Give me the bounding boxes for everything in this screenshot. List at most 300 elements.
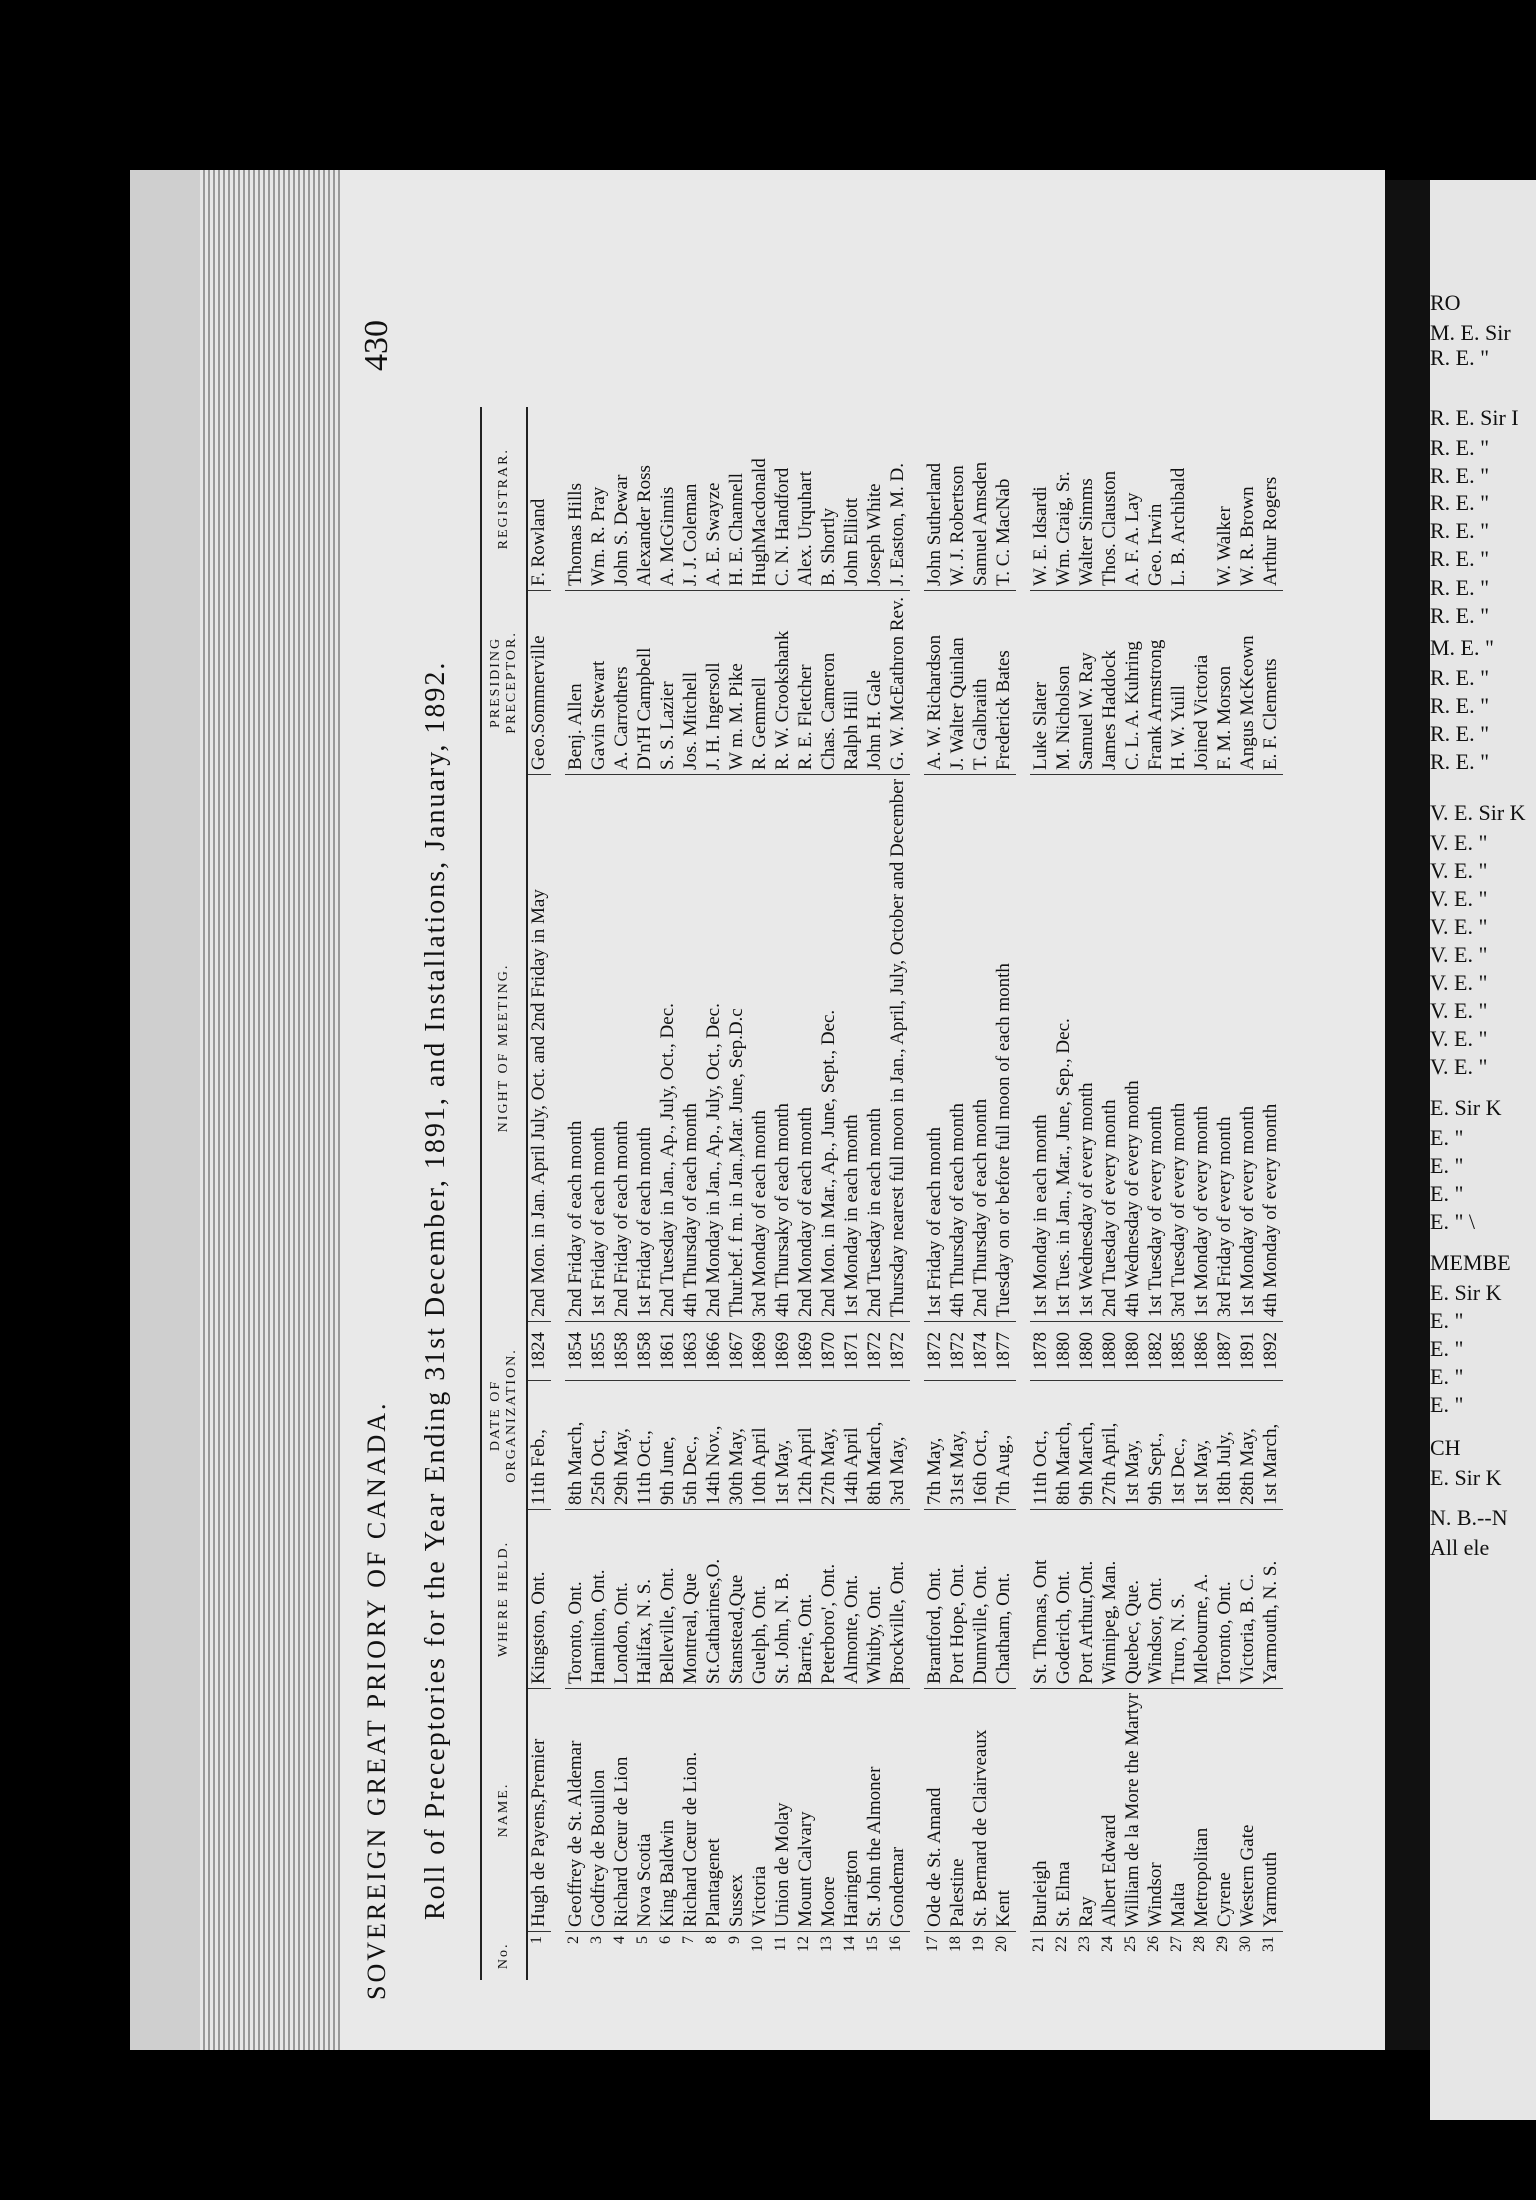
cell-where: Victoria, B. C.	[1237, 1509, 1260, 1688]
cell-where: Toronto, Ont.	[565, 1509, 588, 1688]
col-night: NIGHT OF MEETING.	[481, 774, 527, 1321]
cell-year: 1878	[1030, 1321, 1053, 1380]
facing-page-line: M. E. Sir	[1430, 320, 1511, 345]
cell-registrar: Wm. Craig, Sr.	[1053, 407, 1076, 591]
cell-date: 10th April	[749, 1380, 772, 1509]
spacer-cell	[1016, 1932, 1030, 1981]
spacer-cell	[910, 1509, 924, 1688]
cell-registrar: Alexander Ross	[634, 407, 657, 591]
table-row	[588, 407, 611, 1980]
cell-year: 1880	[1076, 1321, 1099, 1380]
cell-name: Windsor	[1145, 1688, 1168, 1931]
cell-where: Quebec, Que.	[1122, 1509, 1145, 1688]
cell-presiding: E. F. Clements	[1260, 590, 1283, 774]
cell-presiding: Benj. Allen	[565, 590, 588, 774]
table-row	[1237, 407, 1260, 1980]
cell-no: 24	[1099, 1936, 1116, 1952]
cell-night: 3rd Tuesday of every month	[1168, 774, 1191, 1321]
cell-where: St.Catharines,O.	[703, 1509, 726, 1688]
cell-year: 1872	[924, 1321, 947, 1380]
cell-date: 29th May,	[611, 1380, 634, 1509]
page-number: 430	[358, 320, 395, 371]
cell-registrar: C. N. Handford	[772, 407, 795, 591]
col-presiding: PRESIDING PRECEPTOR.	[481, 590, 527, 774]
table-row	[818, 407, 841, 1980]
spacer-cell	[551, 1380, 565, 1509]
spacer-cell	[910, 1688, 924, 1931]
cell-registrar: Joseph White	[864, 407, 887, 591]
cell-year: 1869	[749, 1321, 772, 1380]
spacer-cell	[910, 1380, 924, 1509]
cell-date: 5th Dec.,	[680, 1380, 703, 1509]
cell-no: 2	[565, 1936, 582, 1944]
cell-presiding: R. E. Fletcher	[795, 590, 818, 774]
spacer-cell	[910, 1932, 924, 1981]
cell-year: 1870	[818, 1321, 841, 1380]
facing-page-line: E. "	[1430, 1364, 1464, 1389]
cell-year: 1880	[1099, 1321, 1122, 1380]
cell-date: 14th Nov.,	[703, 1380, 726, 1509]
cell-name: Union de Molay	[772, 1688, 795, 1931]
cell-registrar: Walter Simms	[1076, 407, 1099, 591]
cell-presiding: James Haddock	[1099, 590, 1122, 774]
cell-name: Albert Edward	[1099, 1688, 1122, 1931]
cell-year: 1874	[970, 1321, 993, 1380]
col-name: NAME.	[481, 1688, 527, 1931]
cell-night: 4th Thursaky of each month	[772, 774, 795, 1321]
cell-registrar: W. E. Idsardi	[1030, 407, 1053, 591]
facing-page-line: MEMBE	[1430, 1250, 1511, 1275]
cell-name: Ode de St. Amand	[924, 1688, 947, 1931]
cell-name: Sussex	[726, 1688, 749, 1931]
cell-presiding: A. W. Richardson	[924, 590, 947, 774]
cell-presiding: J. Walter Quinlan	[947, 590, 970, 774]
cell-night: 4th Monday of every month	[1260, 774, 1283, 1321]
cell-presiding: R. Gemmell	[749, 590, 772, 774]
cell-date: 8th March,	[565, 1380, 588, 1509]
cell-where: Whitby, Ont.	[864, 1509, 887, 1688]
cell-no: 12	[795, 1936, 812, 1952]
table-row	[947, 407, 970, 1980]
cell-name: Moore	[818, 1688, 841, 1931]
cell-year: 1891	[1237, 1321, 1260, 1380]
cell-registrar: F. Rowland	[527, 407, 551, 591]
cell-where: Brantford, Ont.	[924, 1509, 947, 1688]
cell-where: Halifax, N. S.	[634, 1509, 657, 1688]
cell-presiding: G. W. McEathron Rev.	[887, 590, 910, 774]
facing-page-line: E. " \	[1430, 1209, 1476, 1234]
cell-registrar: L. B. Archibald	[1168, 407, 1191, 591]
cell-presiding: F. M. Morson	[1214, 590, 1237, 774]
cell-no: 23	[1076, 1936, 1093, 1952]
cell-where: Port Arthur,Ont.	[1076, 1509, 1099, 1688]
cell-night: 2nd Friday of each month	[565, 774, 588, 1321]
spacer-cell	[910, 1321, 924, 1380]
table-title: Roll of Preceptories for the Year Ending 31st December, 1891, and Installations, January, 1892.	[420, 660, 451, 1920]
cell-no: 26	[1145, 1936, 1162, 1952]
cell-presiding: Chas. Cameron	[818, 590, 841, 774]
col-date: DATE OF ORGANIZATION.	[481, 1321, 527, 1509]
cell-night: 3rd Monday of each month	[749, 774, 772, 1321]
cell-night: 2nd Tuesday in Jan., Ap., July, Oct., Dec.	[657, 774, 680, 1321]
cell-name: St. John the Almoner	[864, 1688, 887, 1931]
cell-presiding: S. S. Lazier	[657, 590, 680, 774]
cell-where: Belleville, Ont.	[657, 1509, 680, 1688]
cell-date: 11th Oct.,	[634, 1380, 657, 1509]
facing-page-line: RO	[1430, 290, 1461, 315]
rotated-page-content	[340, 280, 1281, 2040]
cell-where: Guelph, Ont.	[749, 1509, 772, 1688]
cell-presiding: H. W. Yuill	[1168, 590, 1191, 774]
cell-registrar: A. E. Swayze	[703, 407, 726, 591]
facing-page-line: V. E. "	[1430, 1054, 1488, 1079]
cell-date: 7th May,	[924, 1380, 947, 1509]
facing-page-line: V. E. "	[1430, 830, 1488, 855]
cell-year: 1869	[772, 1321, 795, 1380]
cell-presiding: M. Nicholson	[1053, 590, 1076, 774]
cell-no: 28	[1191, 1936, 1208, 1952]
table-row	[795, 407, 818, 1980]
facing-page-line: R. E. "	[1430, 749, 1490, 774]
facing-page-line: E. "	[1430, 1308, 1464, 1333]
facing-page-line: V. E. Sir K	[1430, 800, 1526, 825]
cell-no: 7	[680, 1936, 697, 1944]
facing-page-line: R. E. "	[1430, 435, 1490, 460]
cell-registrar: J. J. Coleman	[680, 407, 703, 591]
table-row	[1168, 407, 1191, 1980]
cell-night: 1st Wednesday of every month	[1076, 774, 1099, 1321]
cell-no: 11	[772, 1936, 789, 1952]
cell-name: Burleigh	[1030, 1688, 1053, 1931]
cell-registrar: A. McGinnis	[657, 407, 680, 591]
cell-year: 1869	[795, 1321, 818, 1380]
cell-year: 1872	[947, 1321, 970, 1380]
cell-where: Brockville, Ont.	[887, 1509, 910, 1688]
cell-name: Geoffrey de St. Aldemar	[565, 1688, 588, 1931]
cell-where: Dunnville, Ont.	[970, 1509, 993, 1688]
cell-year: 1892	[1260, 1321, 1283, 1380]
cell-registrar: Arthur Rogers	[1260, 407, 1283, 591]
cell-year: 1858	[634, 1321, 657, 1380]
table-row	[1191, 407, 1214, 1980]
facing-page-line: E. Sir K	[1430, 1280, 1502, 1305]
cell-registrar: HughMacdonald	[749, 407, 772, 591]
spacer-cell	[910, 407, 924, 591]
facing-page-line: R. E. "	[1430, 665, 1490, 690]
cell-where: St. John, N. B.	[772, 1509, 795, 1688]
cell-night: 4th Wednesday of every month	[1122, 774, 1145, 1321]
cell-no: 22	[1053, 1936, 1070, 1952]
col-where: WHERE HELD.	[481, 1509, 527, 1688]
spacer-cell	[910, 590, 924, 774]
cell-registrar: Wm. R. Pray	[588, 407, 611, 591]
cell-date: 1st March,	[1260, 1380, 1283, 1509]
facing-page-line: R. E. "	[1430, 575, 1490, 600]
cell-presiding: C. L. A. Kuhring	[1122, 590, 1145, 774]
cell-year: 1882	[1145, 1321, 1168, 1380]
cell-night: Thursday nearest full moon in Jan., April, July, October and December	[887, 774, 910, 1321]
table-row	[887, 407, 910, 1980]
cell-where: Port Hope, Ont.	[947, 1509, 970, 1688]
cell-presiding: John H. Gale	[864, 590, 887, 774]
cell-night: 2nd Tuesday of every month	[1099, 774, 1122, 1321]
cell-presiding: D'n'H Campbell	[634, 590, 657, 774]
cell-date: 1st May,	[1191, 1380, 1214, 1509]
table-row	[772, 407, 795, 1980]
cell-night: 1st Monday in each month	[841, 774, 864, 1321]
table-row	[634, 407, 657, 1980]
spacer-cell	[1016, 590, 1030, 774]
cell-no: 16	[887, 1936, 904, 1952]
table-row	[726, 407, 749, 1980]
cell-no: 29	[1214, 1936, 1231, 1952]
cell-where: Truro, N. S.	[1168, 1509, 1191, 1688]
facing-page-text	[1430, 180, 1536, 2120]
cell-date: 27th May,	[818, 1380, 841, 1509]
cell-presiding: T. Galbraith	[970, 590, 993, 774]
cell-date: 8th March,	[864, 1380, 887, 1509]
cell-no: 8	[703, 1936, 720, 1944]
cell-date: 31st May,	[947, 1380, 970, 1509]
facing-page-line: E. "	[1430, 1181, 1464, 1206]
cell-where: Hamilton, Ont.	[588, 1509, 611, 1688]
cell-date: 1st Dec.,	[1168, 1380, 1191, 1509]
cell-year: 1824	[527, 1321, 551, 1380]
cell-year: 1866	[703, 1321, 726, 1380]
cell-presiding: Ralph Hill	[841, 590, 864, 774]
table-row	[565, 407, 588, 1980]
cell-night: 4th Thursday of each month	[947, 774, 970, 1321]
cell-presiding: Frederick Bates	[993, 590, 1016, 774]
cell-name: Plantagenet	[703, 1688, 726, 1931]
cell-registrar: T. C. MacNab	[993, 407, 1016, 591]
cell-date: 27th April,	[1099, 1380, 1122, 1509]
cell-date: 25th Oct.,	[588, 1380, 611, 1509]
cell-name: Malta	[1168, 1688, 1191, 1931]
cell-year: 1861	[657, 1321, 680, 1380]
cell-where: Toronto, Ont.	[1214, 1509, 1237, 1688]
cell-date: 28th May,	[1237, 1380, 1260, 1509]
table-row	[864, 407, 887, 1980]
cell-no: 1	[528, 1936, 545, 1944]
cell-name: Gondemar	[887, 1688, 910, 1931]
cell-name: Metropolitan	[1191, 1688, 1214, 1931]
facing-page-line: R. E. Sir I	[1430, 405, 1519, 430]
cell-registrar: Thomas Hills	[565, 407, 588, 591]
cell-where: Stanstead,Que	[726, 1509, 749, 1688]
cell-presiding: W m. M. Pike	[726, 590, 749, 774]
cell-year: 1887	[1214, 1321, 1237, 1380]
cell-name: Kent	[993, 1688, 1016, 1931]
cell-presiding: Geo.Sommerville	[527, 590, 551, 774]
spacer-cell	[551, 590, 565, 774]
cell-name: Yarmouth	[1260, 1688, 1283, 1931]
facing-page-line: V. E. "	[1430, 998, 1488, 1023]
cell-night: 1st Friday of each month	[634, 774, 657, 1321]
table-body	[527, 407, 1283, 1980]
row-spacer	[1016, 407, 1030, 1980]
cell-no: 27	[1168, 1936, 1185, 1952]
facing-page-line: V. E. "	[1430, 914, 1488, 939]
cell-no: 17	[924, 1936, 941, 1952]
cell-no: 9	[726, 1936, 743, 1944]
cell-presiding: Angus McKeown	[1237, 590, 1260, 774]
cell-presiding: Samuel W. Ray	[1076, 590, 1099, 774]
table-row	[1122, 407, 1145, 1980]
page-header	[340, 280, 400, 2040]
cell-night: 1st Friday of each month	[588, 774, 611, 1321]
cell-no: 5	[634, 1936, 651, 1944]
cell-where: Kingston, Ont.	[527, 1509, 551, 1688]
cell-where: Yarmouth, N. S.	[1260, 1509, 1283, 1688]
cell-date: 8th March,	[1053, 1380, 1076, 1509]
table-row	[680, 407, 703, 1980]
cell-name: Victoria	[749, 1688, 772, 1931]
cell-where: Barrie, Ont.	[795, 1509, 818, 1688]
facing-page-line: E. "	[1430, 1336, 1464, 1361]
book-gutter	[1385, 180, 1430, 2050]
facing-page-line: E. Sir K	[1430, 1465, 1502, 1490]
cell-date: 9th March,	[1076, 1380, 1099, 1509]
cell-presiding: Luke Slater	[1030, 590, 1053, 774]
cell-year: 1855	[588, 1321, 611, 1380]
facing-page-line: R. E. "	[1430, 603, 1490, 628]
facing-page-line: M. E. "	[1430, 635, 1494, 660]
cell-year: 1854	[565, 1321, 588, 1380]
cell-presiding: Frank Armstrong	[1145, 590, 1168, 774]
table-row	[657, 407, 680, 1980]
cell-date: 7th Aug.,	[993, 1380, 1016, 1509]
cell-night: Thur.bef. f m. in Jan.,Mar. June, Sep.D.c	[726, 774, 749, 1321]
cell-presiding: Gavin Stewart	[588, 590, 611, 774]
cell-name: Cyrene	[1214, 1688, 1237, 1931]
cell-night: 1st Monday in each month	[1030, 774, 1053, 1321]
cell-registrar: W. J. Robertson	[947, 407, 970, 591]
cell-night: 2nd Mon. in Jan. April July, Oct. and 2nd Friday in May	[527, 774, 551, 1321]
cell-night: 4th Thursday of each month	[680, 774, 703, 1321]
facing-page-line: R. E. "	[1430, 490, 1490, 515]
facing-page	[1430, 180, 1536, 2120]
cell-registrar: Thos. Clauston	[1099, 407, 1122, 591]
facing-page-line: V. E. "	[1430, 1026, 1488, 1051]
spacer-cell	[551, 774, 565, 1321]
cell-date: 11th Feb.,	[527, 1380, 551, 1509]
cell-no: 13	[818, 1936, 835, 1952]
cell-registrar: Alex. Urquhart	[795, 407, 818, 591]
cell-year: 1863	[680, 1321, 703, 1380]
facing-page-line: E. "	[1430, 1125, 1464, 1150]
cell-night: 1st Friday of each month	[924, 774, 947, 1321]
cell-night: Tuesday on or before full moon of each month	[993, 774, 1016, 1321]
cell-name: Harington	[841, 1688, 864, 1931]
cell-name: Mount Calvary	[795, 1688, 818, 1931]
table-header-row	[481, 407, 527, 1980]
facing-page-line: R. E. "	[1430, 345, 1490, 370]
facing-page-line: CH	[1430, 1435, 1461, 1460]
cell-year: 1872	[887, 1321, 910, 1380]
cell-presiding: Joined Victoria	[1191, 590, 1214, 774]
cell-night: 2nd Thursday of each month	[970, 774, 993, 1321]
cell-name: Ray	[1076, 1688, 1099, 1931]
cell-night: 1st Monday of every month	[1191, 774, 1214, 1321]
cell-registrar: John S. Dewar	[611, 407, 634, 591]
cell-year: 1872	[864, 1321, 887, 1380]
cell-year: 1885	[1168, 1321, 1191, 1380]
cell-name: Hugh de Payens,Premier	[527, 1688, 551, 1931]
cell-presiding: J. H. Ingersoll	[703, 590, 726, 774]
cell-date: 30th May,	[726, 1380, 749, 1509]
cell-night: 2nd Monday of each month	[795, 774, 818, 1321]
cell-where: Almonte, Ont.	[841, 1509, 864, 1688]
cell-presiding: Jos. Mitchell	[680, 590, 703, 774]
cell-date: 14th April	[841, 1380, 864, 1509]
spacer-cell	[1016, 407, 1030, 591]
cell-date: 11th Oct.,	[1030, 1380, 1053, 1509]
table-row	[1214, 407, 1237, 1980]
cell-date: 18th July,	[1214, 1380, 1237, 1509]
cell-presiding: R. W. Crookshank	[772, 590, 795, 774]
facing-page-line: N. B.--N	[1430, 1505, 1508, 1530]
cell-year: 1880	[1122, 1321, 1145, 1380]
table-row	[993, 407, 1016, 1980]
table-row	[1053, 407, 1076, 1980]
page-edges	[200, 170, 340, 2050]
cell-no: 10	[749, 1936, 766, 1952]
cell-date: 16th Oct.,	[970, 1380, 993, 1509]
cell-year: 1867	[726, 1321, 749, 1380]
facing-page-line: V. E. "	[1430, 942, 1488, 967]
table-row	[841, 407, 864, 1980]
cell-where: St. Thomas, Ont	[1030, 1509, 1053, 1688]
cell-no: 25	[1122, 1936, 1139, 1952]
table-row	[749, 407, 772, 1980]
cell-no: 21	[1030, 1936, 1047, 1952]
cell-name: Richard Cœur de Lion	[611, 1688, 634, 1931]
cell-registrar: John Sutherland	[924, 407, 947, 591]
table-row	[970, 407, 993, 1980]
cell-year: 1877	[993, 1321, 1016, 1380]
cell-date: 9th Sept.,	[1145, 1380, 1168, 1509]
facing-page-line: R. E. "	[1430, 693, 1490, 718]
cell-where: Peterboro', Ont.	[818, 1509, 841, 1688]
facing-page-line: E. Sir K	[1430, 1095, 1502, 1120]
cell-registrar	[1191, 407, 1214, 591]
table-row	[1030, 407, 1053, 1980]
cell-presiding: A. Carrothers	[611, 590, 634, 774]
cell-name: Richard Cœur de Lion.	[680, 1688, 703, 1931]
cell-no: 19	[970, 1936, 987, 1952]
cell-name: Nova Scotia	[634, 1688, 657, 1931]
cell-date: 12th April	[795, 1380, 818, 1509]
facing-page-line: E. "	[1430, 1392, 1464, 1417]
cell-registrar: Samuel Amsden	[970, 407, 993, 591]
cell-no: 3	[588, 1936, 605, 1944]
cell-year: 1886	[1191, 1321, 1214, 1380]
facing-page-line: R. E. "	[1430, 721, 1490, 746]
table-row	[1260, 407, 1283, 1980]
facing-page-line: R. E. "	[1430, 546, 1490, 571]
cell-no: 18	[947, 1936, 964, 1952]
col-registrar: REGISTRAR.	[481, 407, 527, 591]
facing-page-line: All ele	[1430, 1535, 1490, 1560]
spacer-cell	[551, 1509, 565, 1688]
cell-date: 3rd May,	[887, 1380, 910, 1509]
cell-registrar: B. Shortly	[818, 407, 841, 591]
cell-where: Winnipeg, Man.	[1099, 1509, 1122, 1688]
facing-page-line: V. E. "	[1430, 858, 1488, 883]
cell-no: 6	[657, 1936, 674, 1944]
spacer-cell	[551, 1321, 565, 1380]
